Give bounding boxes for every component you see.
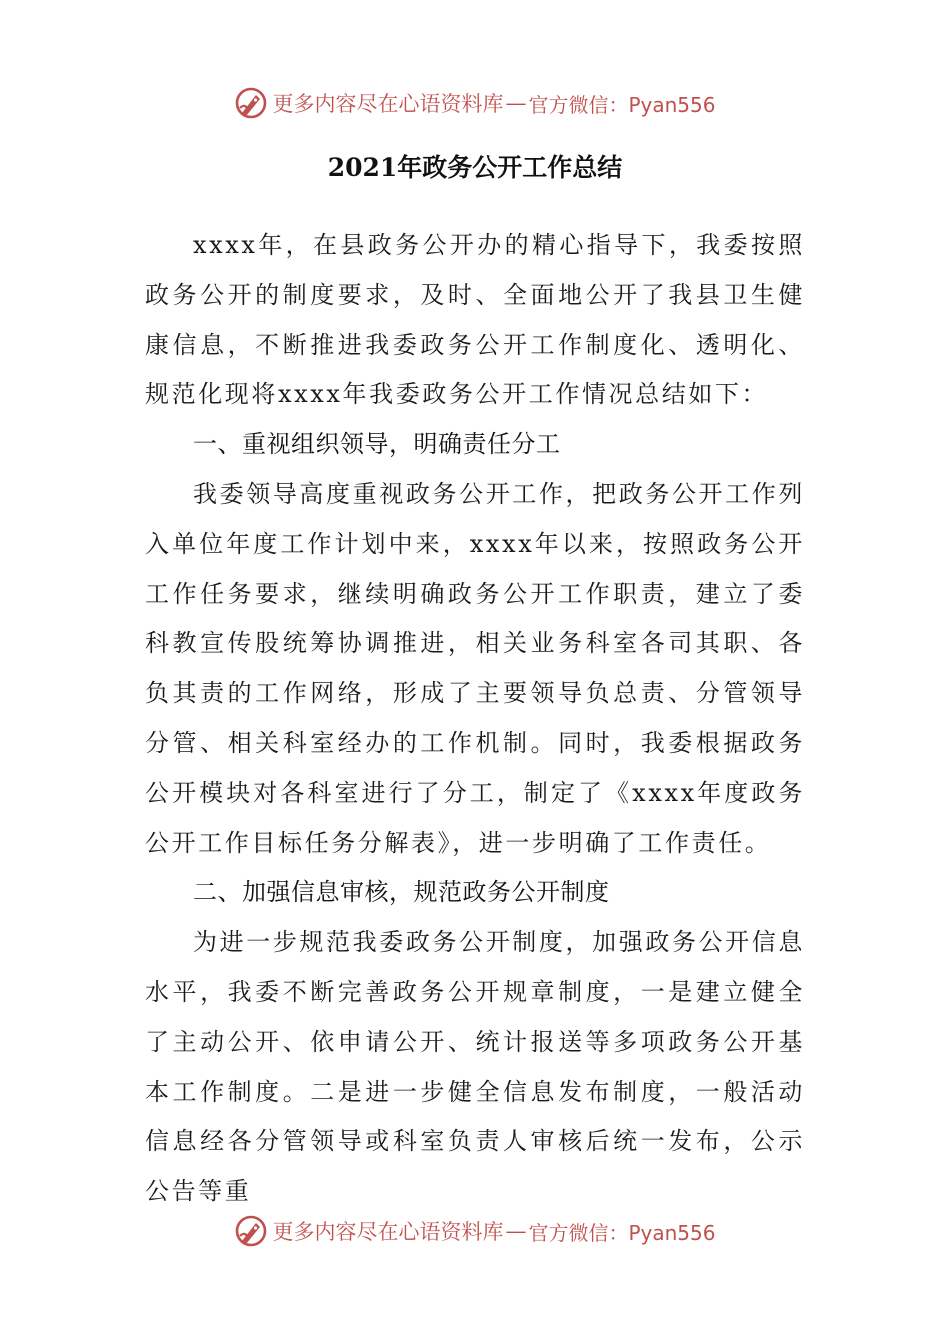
watermark-header <box>0 83 950 123</box>
pen-nib-logo-icon <box>234 86 268 120</box>
watermark-lead-text: 更多内容尽在心语资料库 <box>272 92 504 116</box>
watermark-wechat-text: 官方微信：Pyan556 <box>528 92 716 117</box>
watermark-dash: — <box>505 1219 527 1243</box>
section-1-paragraph: 我委领导高度重视政务公开工作，把政务公开工作列入单位年度工作计划中来，xxxx年以来，按照政务公开工作任务要求，继续明确政务公开工作职责，建立了委科教宣传股统筹协调推进，相关业务科室各司其职、各负其责的工作网络，形成了主要领导负总责、分管领导分管、相关科室经办的工作机制。同时，我委根据政务公开模块对各科室进行了分工，制定了《xxxx年度政务公开工作目标任务分解表》，进一步明确了工作责任。 <box>145 479 805 857</box>
document-title: 2021年政务公开工作总结 <box>327 153 623 182</box>
section-1-heading: 一、重视组织领导，明确责任分工 <box>193 430 561 459</box>
watermark-wechat-text: 官方微信：Pyan556 <box>528 1220 716 1245</box>
intro-paragraph: xxxx年，在县政务公开办的精心指导下，我委按照政务公开的制度要求，及时、全面地公开了我县卫生健康信息，不断推进我委政务公开工作制度化、透明化、规范化现将xxxx年我委政务公开工作情况总结如下： <box>145 231 805 409</box>
pen-nib-logo-icon <box>234 1214 268 1248</box>
document-body <box>145 221 805 1217</box>
watermark-footer <box>0 1211 950 1251</box>
watermark-lead-text: 更多内容尽在心语资料库 <box>272 1220 504 1244</box>
section-2-paragraph: 为进一步规范我委政务公开制度，加强政务公开信息水平，我委不断完善政务公开规章制度，一是建立健全了主动公开、依申请公开、统计报送等多项政务公开基本工作制度。二是进一步健全信息发布制度，一般活动信息经各分管领导或科室负责人审核后统一发布，公示公告等重 <box>145 928 805 1206</box>
watermark-dash: — <box>505 91 527 115</box>
section-2-heading: 二、加强信息审核，规范政务公开制度 <box>193 878 610 907</box>
